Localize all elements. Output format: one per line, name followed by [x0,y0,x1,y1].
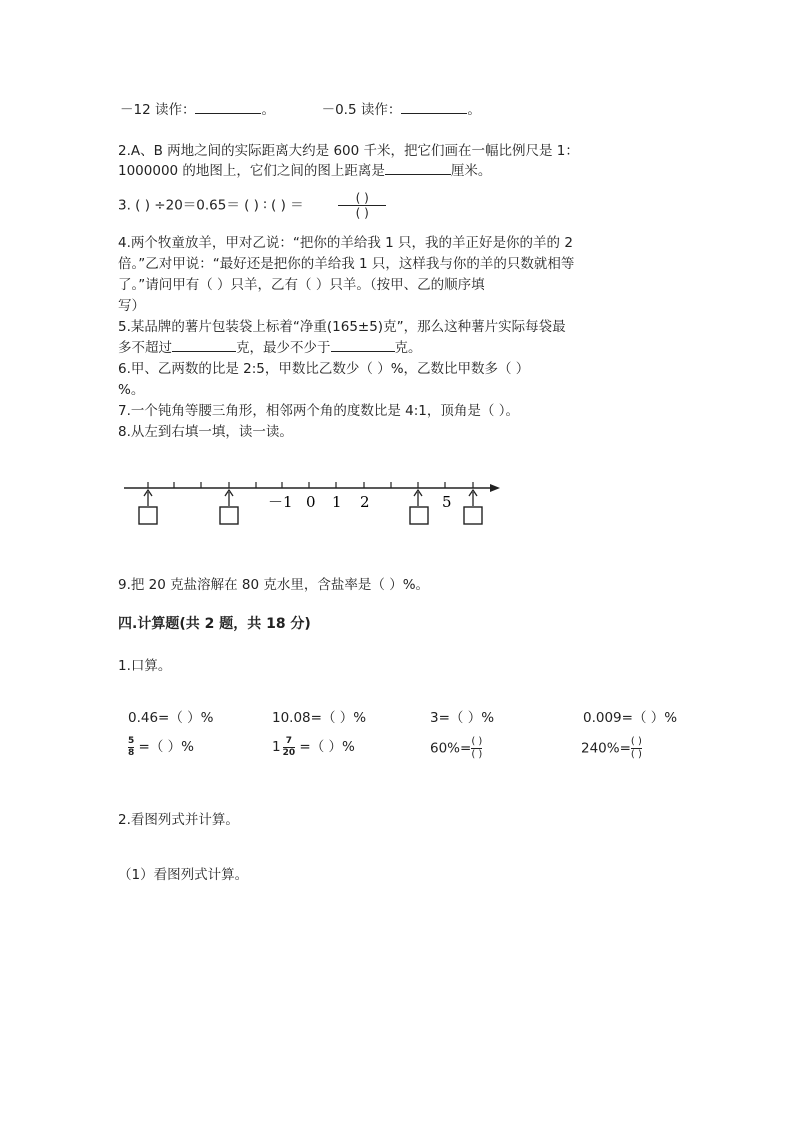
question-5-line1: 5.某品牌的薯片包装袋上标着“净重(165±5)克”，那么这种薯片实际每袋最 [118,319,566,335]
ticks [148,482,473,488]
answer-blank[interactable] [195,100,261,114]
answer-blank[interactable] [385,161,451,175]
label-0: 0 [306,493,316,511]
label-read-b: 读作： [360,102,402,118]
calc-2-title: 2.看图列式并计算。 [118,812,239,828]
fraction: $\frac{( )}{( )}$ [338,192,386,219]
value-a: －12 [120,102,151,118]
fraction: $\frac{7}{20}$ [282,735,296,758]
question-9: 9.把 20 克盐溶解在 80 克水里，含盐率是（ ）%。 [118,577,430,593]
question-4-line3: 了。”请问甲有（ ）只羊，乙有（ ）只羊。（按甲、乙的顺序填 [118,277,485,293]
question-2-line2: 1000000 的地图上，它们之间的图上距离是 厘米。 [118,163,492,179]
calc-item: 0.009=（ ）% [583,710,678,726]
calc-item: 3=（ ）% [430,710,495,726]
calc-item: 240%= ( ) ( ) [581,736,642,760]
label-5: 5 [442,493,452,511]
question-4-line1: 4.两个牧童放羊，甲对乙说：“把你的羊给我 1 只，我的羊正好是你的羊的 2 [118,235,573,251]
answer-box[interactable] [410,507,428,524]
label-neg1: －1 [268,493,293,511]
arrow-head [490,484,500,492]
fraction: ( ) ( ) [630,736,642,760]
answer-blank[interactable] [401,100,467,114]
calc-item: $\frac{5}{8}$ =（ ）% [128,735,194,758]
question-7: 7.一个钝角等腰三角形，相邻两个角的度数比是 4:1，顶角是（ ）。 [118,403,519,419]
answer-box[interactable] [139,507,157,524]
answer-blank[interactable] [172,338,236,352]
value-b: －0.5 [321,102,357,118]
calc-1-title: 1.口算。 [118,658,172,674]
label-read-a: 读作： [154,102,196,118]
calc-item: 0.46=（ ）% [128,710,214,726]
calc-item: 10.08=（ ）% [272,710,367,726]
calc-2-sub: （1）看图列式计算。 [118,867,249,883]
question-6-line2: %。 [118,382,145,398]
answer-box[interactable] [464,507,482,524]
calc-item: 60%= ( ) ( ) [430,736,483,760]
answer-box[interactable] [220,507,238,524]
question-5-line2: 多不超过 克，最少不少于 克。 [118,340,422,356]
question-4-line2: 倍。”乙对甲说：“最好还是把你的羊给我 1 只，这样我与你的羊的只数就相等 [118,256,575,272]
question-4-line4: 写） [118,298,145,314]
answer-blank[interactable] [331,338,395,352]
question-8: 8.从左到右填一填，读一读。 [118,424,293,440]
label-1: 1 [332,493,342,511]
calc-item: 1 $\frac{7}{20}$ =（ ）% [272,735,355,758]
number-line [118,472,508,532]
fraction: $\frac{5}{8}$ [128,735,135,758]
question-2-line1: 2.A、B 两地之间的实际距离大约是 600 千米，把它们画在一幅比例尺是 1： [118,143,579,159]
question-3: 3. ( ) ÷20＝0.65＝ ( ) ∶ ( ) ＝ $\frac{( )}{( )}$ [118,192,386,219]
label-2: 2 [360,493,370,511]
reading-question: －12 读作： 。 －0.5 读作： 。 [120,102,481,118]
section-4-title: 四.计算题(共 2 题，共 18 分) [118,616,311,632]
question-6-line1: 6.甲、乙两数的比是 2:5，甲数比乙数少（ ）%，乙数比甲数多（ ） [118,361,530,377]
fraction: ( ) ( ) [471,736,483,760]
